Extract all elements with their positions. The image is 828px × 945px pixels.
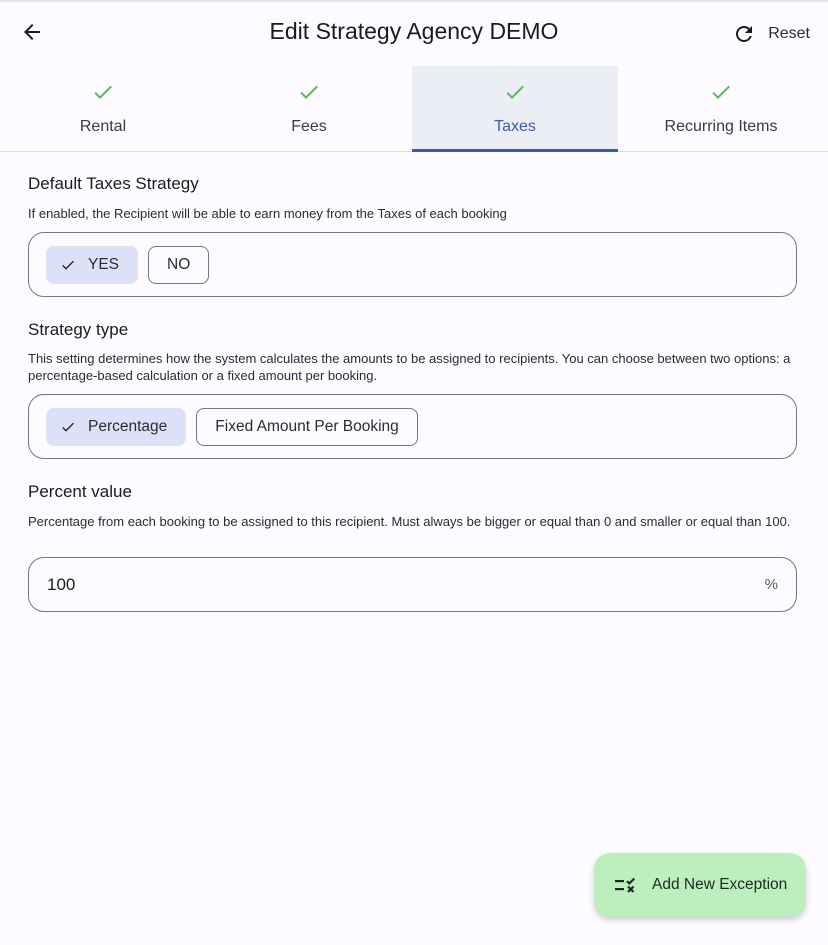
check-icon xyxy=(297,80,321,104)
percent-value-field[interactable] xyxy=(28,557,797,612)
default-taxes-description: If enabled, the Recipient will be able to earn money from the Taxes of each booking xyxy=(28,206,507,221)
yes-chip[interactable] xyxy=(46,246,138,284)
default-taxes-segmented-control xyxy=(28,232,797,297)
refresh-icon xyxy=(732,22,756,46)
check-icon xyxy=(60,257,76,273)
app-bar xyxy=(0,2,828,66)
reset-button[interactable] xyxy=(732,16,810,52)
check-icon xyxy=(503,80,527,104)
back-button[interactable] xyxy=(14,14,50,50)
check-icon xyxy=(91,80,115,104)
tab-taxes[interactable] xyxy=(412,66,618,151)
tab-label: Fees xyxy=(291,118,327,135)
percent-value-title: Percent value xyxy=(28,482,132,501)
arrow-left-icon xyxy=(20,20,44,44)
no-label: NO xyxy=(167,255,191,273)
strategy-type-segmented-control xyxy=(28,394,797,459)
default-taxes-title: Default Taxes Strategy xyxy=(28,174,199,193)
tab-recurring-items[interactable] xyxy=(618,66,824,151)
check-icon xyxy=(60,419,76,435)
tab-rental[interactable] xyxy=(0,66,206,151)
reset-label: Reset xyxy=(768,25,810,42)
fixed-amount-chip[interactable] xyxy=(196,408,418,446)
tab-label: Recurring Items xyxy=(664,118,778,135)
rule-icon xyxy=(614,873,640,897)
add-new-exception-button[interactable] xyxy=(594,853,806,917)
yes-label: YES xyxy=(88,255,120,273)
percentage-label: Percentage xyxy=(88,417,168,435)
tab-label: Rental xyxy=(79,118,127,135)
percentage-chip[interactable] xyxy=(46,408,186,446)
page-title: Edit Strategy Agency DEMO xyxy=(269,18,559,44)
tab-label: Taxes xyxy=(494,118,536,135)
tab-fees[interactable] xyxy=(206,66,412,151)
strategy-type-title: Strategy type xyxy=(28,320,129,339)
percent-value-description: Percentage from each booking to be assigned to this recipient. Must always be bigger or equal than 0 and smaller or equal than 100. xyxy=(28,514,791,529)
percent-suffix: % xyxy=(764,576,778,593)
percent-value-input[interactable] xyxy=(47,575,765,595)
check-icon xyxy=(709,80,733,104)
fixed-amount-label: Fixed Amount Per Booking xyxy=(215,417,399,435)
strategy-type-description: This setting determines how the system calculates the amounts to be assigned to recipients. You can choose between two options: a percentage-based calculation or a fixed amount per booking. xyxy=(28,351,791,383)
no-chip[interactable] xyxy=(148,246,209,284)
add-new-exception-label: Add New Exception xyxy=(652,876,788,893)
tab-bar xyxy=(0,66,828,152)
